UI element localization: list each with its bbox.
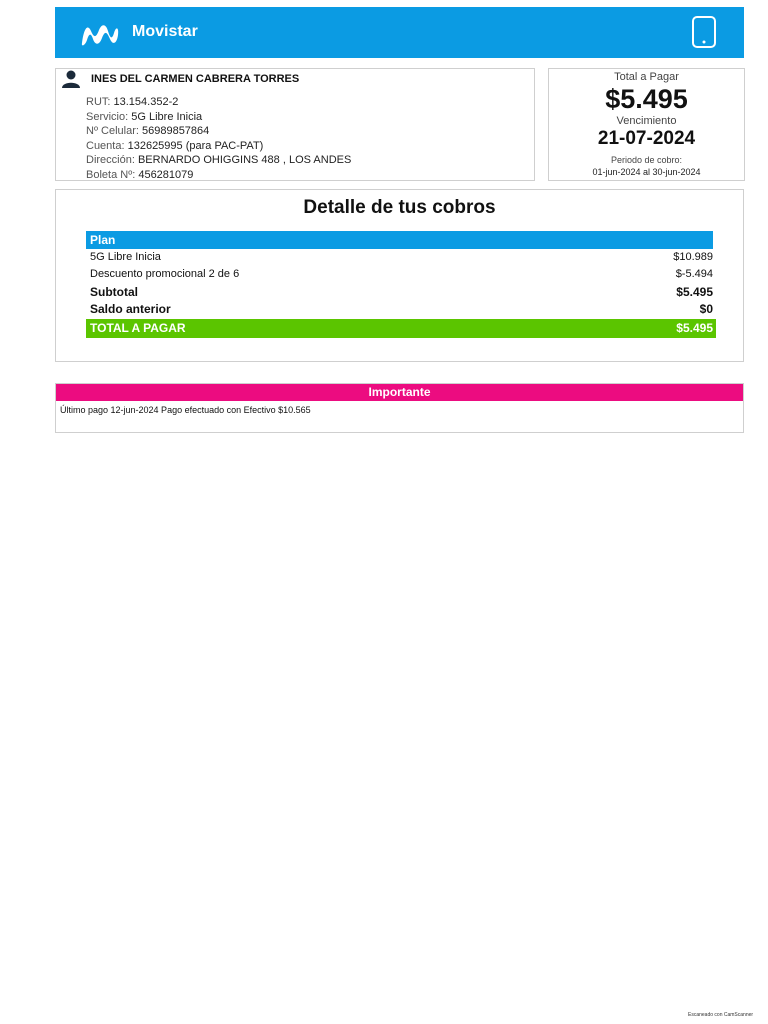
- phone-icon[interactable]: [691, 15, 717, 49]
- direccion-value: BERNARDO OHIGGINS 488 , LOS ANDES: [137, 154, 352, 167]
- subtotal-row: [86, 284, 713, 300]
- customer-info-panel: [55, 68, 535, 181]
- total-amount: $5.495: [605, 84, 688, 114]
- rut-value: 13.154.352-2: [113, 96, 179, 108]
- previous-balance-row: [86, 301, 713, 317]
- grand-total-label: TOTAL A PAGAR: [90, 321, 186, 335]
- charges-detail-panel: [55, 189, 744, 362]
- celular-line: Nº Celular: 56989857864: [86, 125, 210, 138]
- celular-value: 56989857864: [141, 125, 210, 138]
- grand-total-amount: $5.495: [676, 321, 713, 335]
- charge-label: 5G Libre Inicia: [90, 251, 161, 263]
- grand-total-bar: [86, 319, 716, 338]
- due-date: 21-07-2024: [597, 128, 696, 149]
- important-notice-panel: [55, 383, 744, 433]
- header-banner: [55, 7, 744, 58]
- important-header: Importante: [56, 384, 743, 401]
- scanner-watermark: Escaneado con CamScanner: [688, 1012, 754, 1018]
- brand-name: Movistar: [132, 23, 198, 40]
- previous-balance-amount: $0: [699, 302, 713, 316]
- rut-line: RUT: 13.154.352-2: [86, 96, 179, 108]
- charge-amount: $-5.494: [675, 268, 713, 280]
- previous-balance-label: Saldo anterior: [90, 302, 171, 316]
- billing-period: 01-jun-2024 al 30-jun-2024: [592, 167, 701, 177]
- boleta-value: 456281079: [138, 168, 194, 181]
- user-icon: [61, 70, 81, 88]
- plan-section-header: Plan: [86, 231, 713, 249]
- cuenta-line: Cuenta: 132625995 (para PAC-PAT): [86, 139, 264, 152]
- period-label: Periodo de cobro:: [610, 155, 683, 165]
- total-label: Total a Pagar: [614, 71, 679, 83]
- movistar-logo-icon: [79, 21, 121, 47]
- last-payment-note: Último pago 12-jun-2024 Pago efectuado con Efectivo $10.565: [60, 405, 311, 415]
- direccion-line: Dirección: BERNARDO OHIGGINS 488 , LOS ANDES: [86, 154, 352, 167]
- servicio-line: Servicio: 5G Libre Inicia: [86, 110, 203, 123]
- customer-details: [86, 95, 351, 183]
- cuenta-value: 132625995 (para PAC-PAT): [127, 139, 264, 152]
- due-label: Vencimiento: [616, 115, 677, 127]
- detail-title: Detalle de tus cobros: [303, 197, 496, 218]
- payment-summary-panel: [548, 68, 745, 181]
- boleta-line: Boleta Nº: 456281079: [86, 168, 194, 181]
- subtotal-label: Subtotal: [90, 285, 138, 299]
- charge-row: [86, 266, 713, 282]
- charge-amount: $10.989: [673, 251, 713, 263]
- customer-name: INES DEL CARMEN CABRERA TORRES: [91, 73, 300, 85]
- charge-row: [86, 249, 713, 265]
- subtotal-amount: $5.495: [676, 285, 713, 299]
- servicio-value: 5G Libre Inicia: [131, 110, 203, 123]
- charge-label: Descuento promocional 2 de 6: [90, 268, 240, 280]
